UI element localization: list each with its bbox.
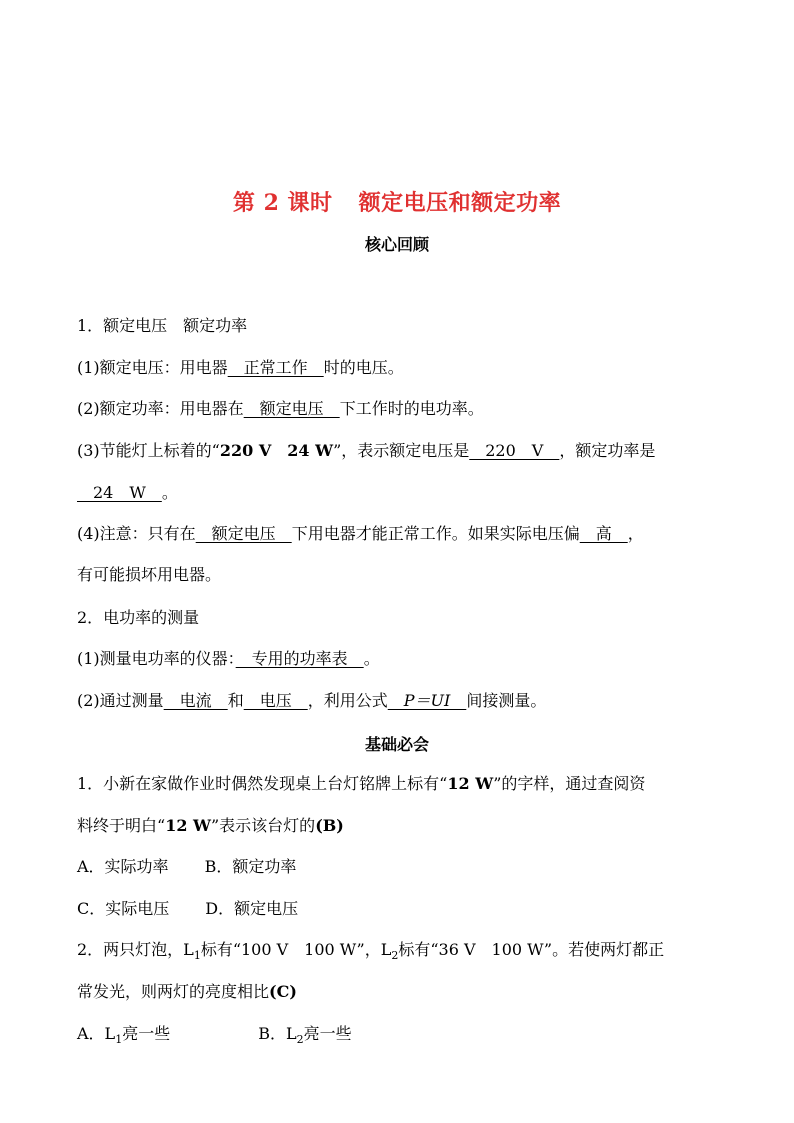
question-1-options-ab xyxy=(77,856,727,878)
answer-blank: 额定电压 xyxy=(243,399,340,418)
review-item-2-2: (2)通过测量 电流 和 电压 ，利用公式 P＝UI 间接测量。 xyxy=(77,691,547,710)
answer-blank: 24 W xyxy=(77,483,162,502)
answer-choice: (B) xyxy=(315,816,344,835)
answer-blank: 额定电压 xyxy=(195,524,292,543)
formula-blank: P＝UI xyxy=(387,691,467,710)
lesson-number: 第 2 课时 xyxy=(232,190,333,216)
review-item-1-heading: 1．额定电压 额定功率 xyxy=(77,316,248,335)
question-2: 2．两只灯泡，$L_1$标有“100 V 100 W”，$L_2$标有“36 V 100 W”。若使两灯都正 xyxy=(77,940,665,963)
page-title xyxy=(0,186,794,217)
option-d: D．额定电压 xyxy=(205,899,299,918)
answer-blank: 正常工作 xyxy=(227,358,324,377)
question-2-cont: 常发光，则两灯的亮度相比(C) xyxy=(77,982,297,1001)
question-1-cont: 料终于明白“12 W”表示该台灯的(B) xyxy=(77,816,344,835)
answer-blank: 专用的功率表 xyxy=(235,649,364,668)
review-item-1-3: (3)节能灯上标着的“220 V 24 W”，表示额定电压是 220 V ，额定功率是 xyxy=(77,441,656,460)
answer-blank: 电流 xyxy=(163,691,228,710)
option-a: A．$L_1$亮一些 xyxy=(77,1024,171,1047)
question-1: 1．小新在家做作业时偶然发现桌上台灯铭牌上标有“12 W”的字样，通过查阅资 xyxy=(77,774,646,793)
option-b: B．额定功率 xyxy=(204,857,297,876)
review-item-1-4: (4)注意：只有在 额定电压 下用电器才能正常工作。如果实际电压偏 高 ， xyxy=(77,524,644,543)
option-c: C．实际电压 xyxy=(77,899,170,918)
answer-blank: 电压 xyxy=(243,691,308,710)
review-item-1-2: (2)额定功率：用电器在 额定电压 下工作时的电功率。 xyxy=(77,399,484,418)
question-1-options-cd xyxy=(77,898,727,920)
lesson-topic: 额定电压和额定功率 xyxy=(358,190,562,216)
option-b: B．$L_2$亮一些 xyxy=(258,1024,352,1047)
section-basic-must: 基础必会 xyxy=(364,735,429,754)
question-2-options-ab xyxy=(77,1023,727,1051)
review-item-2-heading: 2．电功率的测量 xyxy=(77,608,200,627)
answer-blank: 高 xyxy=(579,524,628,543)
option-a: A．实际功率 xyxy=(77,857,169,876)
answer-blank: 220 V xyxy=(469,441,560,460)
review-item-1-4-cont: 有可能损坏用电器。 xyxy=(77,565,222,584)
review-item-1-3-cont: 24 W 。 xyxy=(77,483,178,502)
review-item-2-1: (1)测量电功率的仪器： 专用的功率表 。 xyxy=(77,649,380,668)
review-item-1-1: (1)额定电压：用电器 正常工作 时的电压。 xyxy=(77,358,404,377)
section-core-review: 核心回顾 xyxy=(364,235,429,254)
answer-choice: (C) xyxy=(269,982,297,1001)
